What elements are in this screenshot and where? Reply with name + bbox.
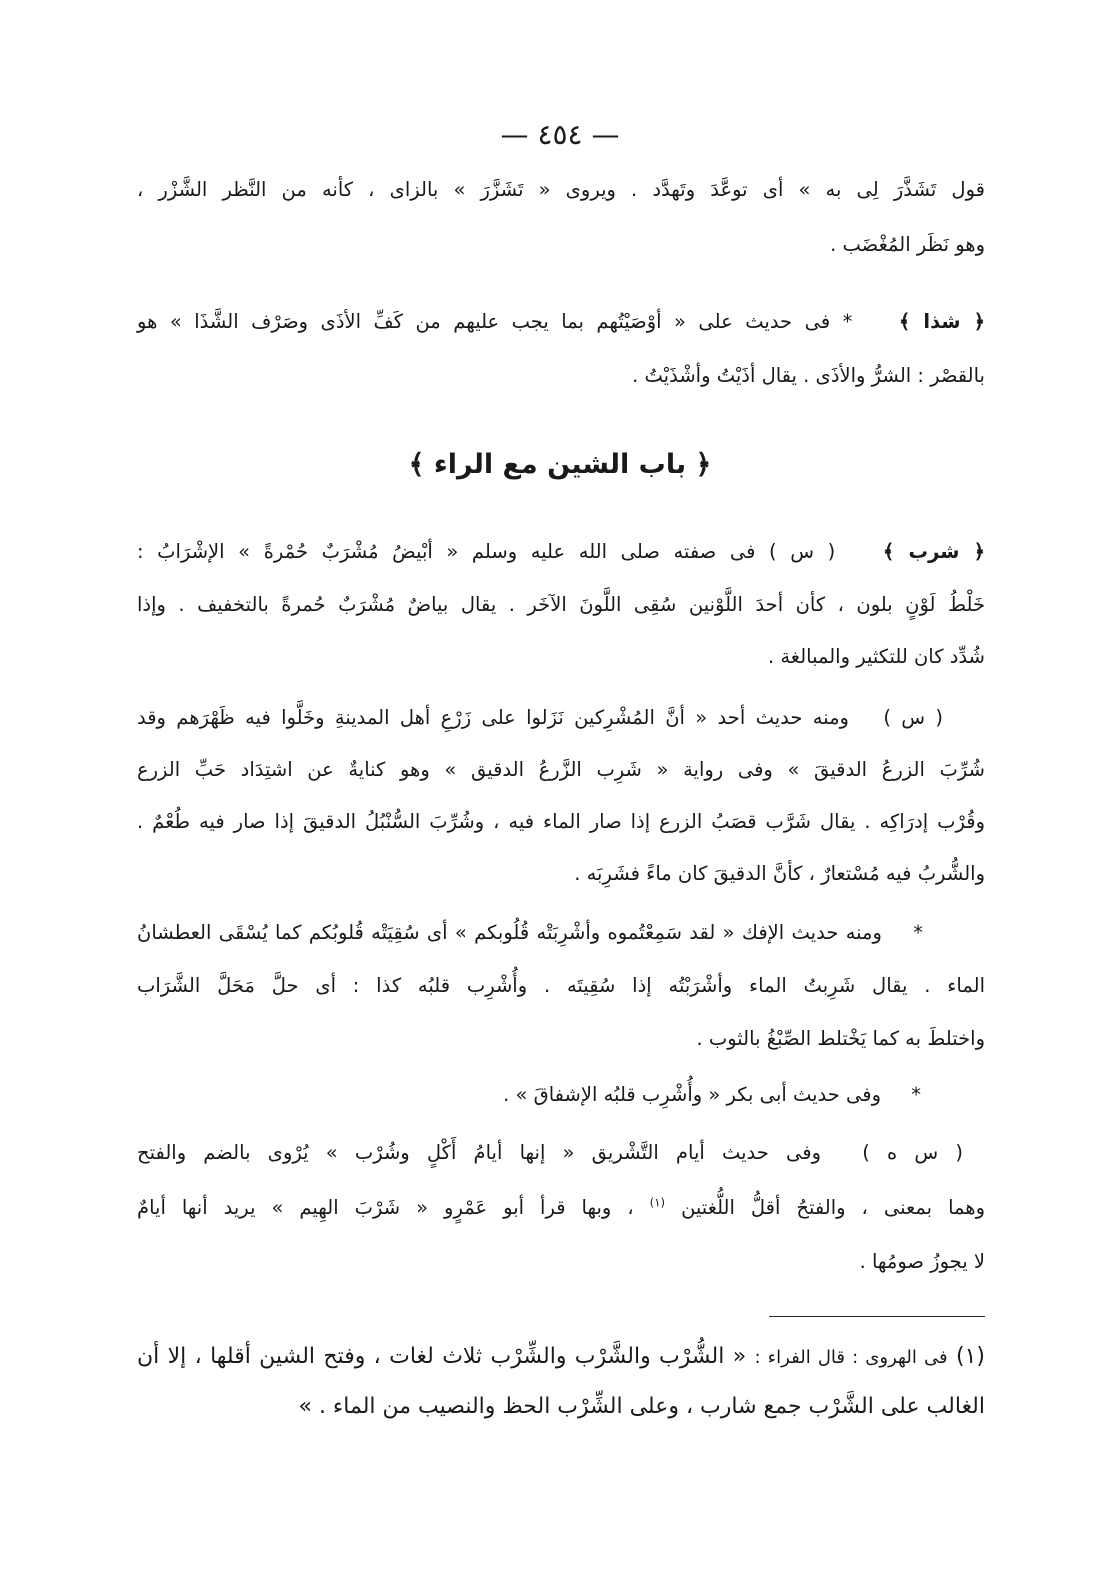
text-line xyxy=(137,1068,985,1121)
text-line xyxy=(137,1181,985,1236)
entry-shadha xyxy=(137,295,985,403)
text-line: والشُّربُ فيه مُسْتعارٌ ، كأنَّ الدقيقَ كان ماءً فشَرِبَه . xyxy=(574,862,985,885)
text-line xyxy=(137,906,985,959)
text-line: واختلطَ به كما يَخْتلط الصِّبْغُ بالثوب . xyxy=(696,1027,985,1050)
text-line: وقُرْب إدرَاكِه . يقال شَرَّب قصَبُ الزرع إذا صار الماء فيه ، وشُرِّبَ السُّنْبُلُ الدقيقَ إذا صار فيه طُعْمٌ . xyxy=(137,810,985,833)
entry-sharab-paragraph xyxy=(137,1068,985,1121)
entry-marker: * xyxy=(913,921,923,944)
text-line: خَلْطُ لَوْنٍ بلون ، كأن أحدَ اللَّوْنين سُقِى اللَّونَ الآخَر . يقال بياضٌ مُشْرَبٌ حُمرةً بالتخفيف . وإذا xyxy=(137,592,985,616)
page-number: — ٤٥٤ — xyxy=(500,118,620,151)
line-text: وهما بمعنى ، والفتحُ أقلُّ اللُّغتين xyxy=(681,1195,986,1219)
text-line xyxy=(137,526,985,579)
continuation-paragraph xyxy=(137,162,985,272)
text-line: قول تَشَذَّرَ لِى به » أى توعَّدَ وتَهدَّد . ويروى « تَشَزَّرَ » بالزاى ، كأنه من النَّظر الشَّزْر ، xyxy=(137,178,985,201)
entry-sharab-paragraph xyxy=(137,692,985,900)
text-line: الغالب على الشَّرْب جمع شارب ، وعلى الشِّرْب الحظ والنصيب من الماء . » xyxy=(298,1394,985,1419)
entry-marker: * xyxy=(911,1083,921,1106)
entry-sharab-paragraph xyxy=(137,526,985,684)
footnote-marker: (١) xyxy=(955,1344,985,1369)
entry-sharab-paragraph xyxy=(137,1126,985,1290)
entry-marker: ( س ) xyxy=(883,706,944,729)
footnote-reference: (١) xyxy=(649,1195,666,1209)
footnote xyxy=(137,1332,985,1431)
line-text: ومنه حديث الإفك « لقد سَمِعْتُموه وأشْرِبَتْه قُلُوبكم » أى سُقِيَتْه قُلوبُكم كما يُسْقَى العطشانُ xyxy=(137,921,882,944)
line-text: ، وبها قرأ أبو عَمْرٍو « شَرْبَ الهِيم » يريد أنها أيامٌ xyxy=(137,1195,634,1219)
text-line xyxy=(137,1126,985,1181)
text-line: بالقصْر : الشرُّ والأذَى . يقال أذَيْتُ وأشْذَيْتُ . xyxy=(632,364,985,387)
text-line: شُدِّد كان للتكثير والمبالغة . xyxy=(767,645,985,668)
line-text: وفى حديث أبى بكر « وأُشْرِب قلبُه الإشفاقَ » . xyxy=(503,1083,882,1106)
text-line: وهو نَظَر المُغْضَب . xyxy=(830,233,985,256)
entry-headword: ﴿ شذا ﴾ xyxy=(898,310,986,333)
text-line xyxy=(137,1332,985,1382)
line-text: ومنه حديث أحد « أنَّ المُشْرِكين نَزَلوا على زَرْعِ أهل المدينةِ وخَلَّوا فيه ظَهْرَهم وقد xyxy=(137,706,849,729)
text-line: الماء . يقال شَرِبتُ الماء وأشْرَبْتُه إذا سُقِيتَه . وأُشْرِب قلبُه كذا : أى حلَّ مَحَلَّ الشَّرَاب xyxy=(137,974,985,997)
text-line xyxy=(137,692,985,744)
entry-sharab-paragraph xyxy=(137,906,985,1065)
section-heading: ﴿ باب الشين مع الراء ﴾ xyxy=(408,449,712,480)
text-line: لا يجوزُ صومُها . xyxy=(859,1250,985,1273)
text-line: شُرِّبَ الزرعُ الدقيقَ » وفى رواية « شَرِب الزَّرعُ الدقيق » وهو كنايةٌ عن اشتِدَاد حَبِّ الزرع xyxy=(137,758,985,781)
line-text: ( س ) فى صفته صلى الله عليه وسلم « أبْيضُ مُشْرَبٌ حُمْرةً » الإشْرَابُ : xyxy=(137,540,836,563)
entry-headword: ﴿ شرب ﴾ xyxy=(882,540,985,563)
line-text: « الشُّرْب والشَّرْب والشِّرْب ثلاث لغات ، وفتح الشين أقلها ، إلا أن xyxy=(137,1344,747,1369)
footnote-source: فى الهروى : قال الفراء : xyxy=(754,1347,948,1368)
entry-marker: ( س ه ) xyxy=(862,1141,963,1164)
footnote-separator xyxy=(769,1316,985,1317)
text-line xyxy=(137,295,985,349)
line-text: وفى حديث أيام التَّشْريق « إنها أيامُ أَكْلٍ وشُرْب » يُرْوى بالضم والفتح xyxy=(137,1141,822,1164)
line-text: * فى حديث على « أوْصَيْتُهم بما يجب عليهم من كَفِّ الأذَى وصَرْف الشَّذَا » هو xyxy=(137,310,853,333)
